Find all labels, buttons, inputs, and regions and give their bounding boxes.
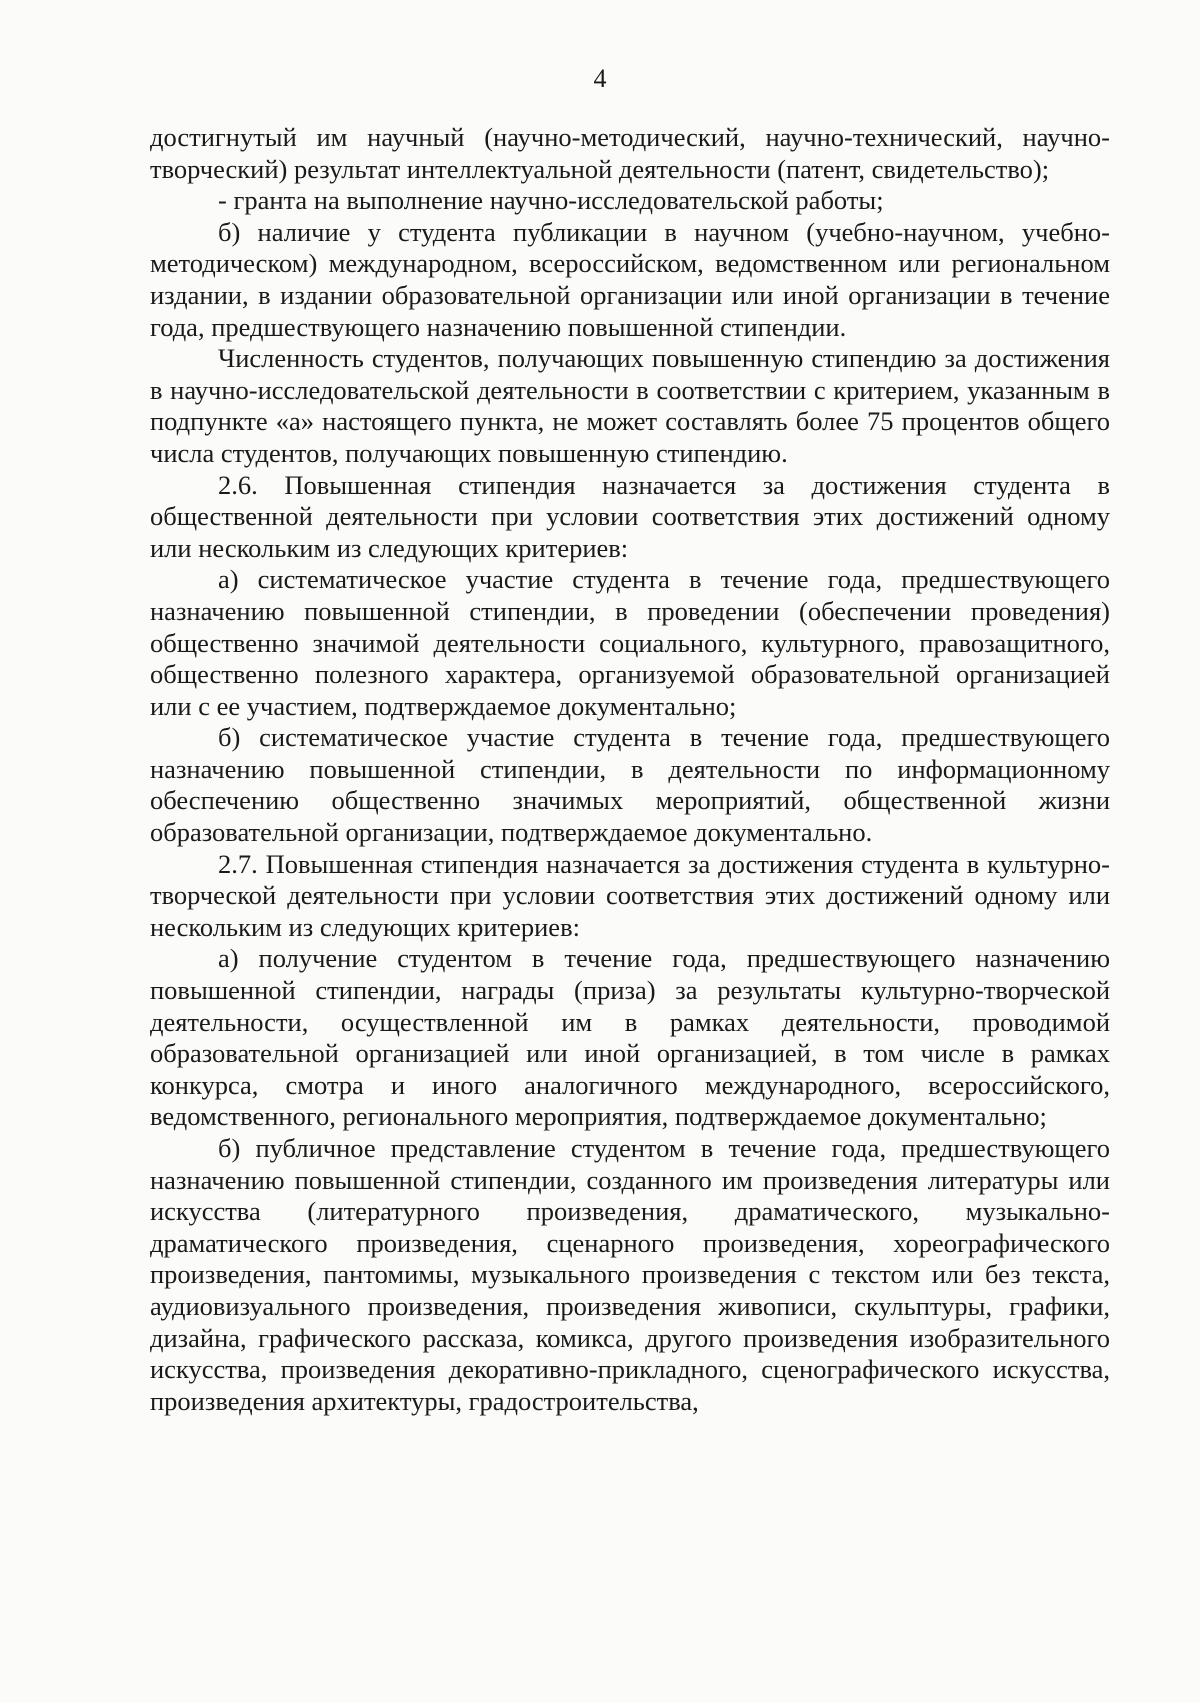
page-number: 4: [593, 64, 607, 93]
paragraph-2-7-b: б) публичное представление студентом в течение года, предшествующего назначению повышенной стипендии, созданного им произведения литературы или искусства (литературного произведения, драматического, музыкально-драматического произведения, сценарного произведения, хореографического произведения, пантомимы, музыкального произведения с текстом или без текста, аудиовизуального произведения, произведения живописи, скульптуры, графики, дизайна, графического рассказа, комикса, другого произведения изобразительного искусства, произведения декоративно-прикладного, сценографического искусства, произведения архитектуры, градостроительства,: [150, 1133, 1110, 1416]
paragraph-grant-item: - гранта на выполнение научно-исследовательской работы;: [218, 185, 884, 216]
paragraph-student-quota: Численность студентов, получающих повышенную стипендию за достижения в научно-исследовательской деятельности в соответствии с критерием, указанным в подпункте «а» настоящего пункта, не может составлять более 75 процентов общего числа студентов, получающих повышенную стипендию.: [150, 343, 1110, 468]
paragraph-section-2-6: 2.6. Повышенная стипендия назначается за достижения студента в общественной деятельности при условии соответствия этих достижений одному или нескольким из следующих критериев:: [150, 469, 1110, 563]
paragraph-continuation: достигнутый им научный (научно-методический, научно-технический, научно-творческий) результат интеллектуальной деятельности (патент, свидетельство);: [150, 122, 1110, 184]
paragraph-publication-criterion: б) наличие у студента публикации в научном (учебно-научном, учебно-методическом) международном, всероссийском, ведомственном или региональном издании, в издании образовательной организации или иной организации в течение года, предшествующего назначению повышенной стипендии.: [150, 216, 1110, 342]
paragraph-2-7-a: а) получение студентом в течение года, предшествующего назначению повышенной стипендии, награды (приза) за результаты культурно-творческой деятельности, осуществленной им в рамках деятельности, проводимой образовательной организацией или иной организацией, в том числе в рамках конкурса, смотра и иного аналогичного международного, всероссийского, ведомственного, регионального мероприятия, подтверждаемое документально;: [150, 943, 1110, 1132]
paragraph-section-2-7: 2.7. Повышенная стипендия назначается за достижения студента в культурно-творческой деятельности при условии соответствия этих достижений одному или нескольким из следующих критериев:: [150, 848, 1110, 942]
paragraph-2-6-a: а) систематическое участие студента в течение года, предшествующего назначению повышенной стипендии, в проведении (обеспечении проведения) общественно значимой деятельности социального, культурного, правозащитного, общественно полезного характера, организуемой образовательной организацией или с ее участием, подтверждаемое документально;: [150, 564, 1110, 721]
document-body: [150, 122, 1110, 1417]
paragraph-2-6-b: б) систематическое участие студента в течение года, предшествующего назначению повышенной стипендии, в деятельности по информационному обеспечению общественно значимых мероприятий, общественной жизни образовательной организации, подтверждаемое документально.: [150, 722, 1110, 848]
